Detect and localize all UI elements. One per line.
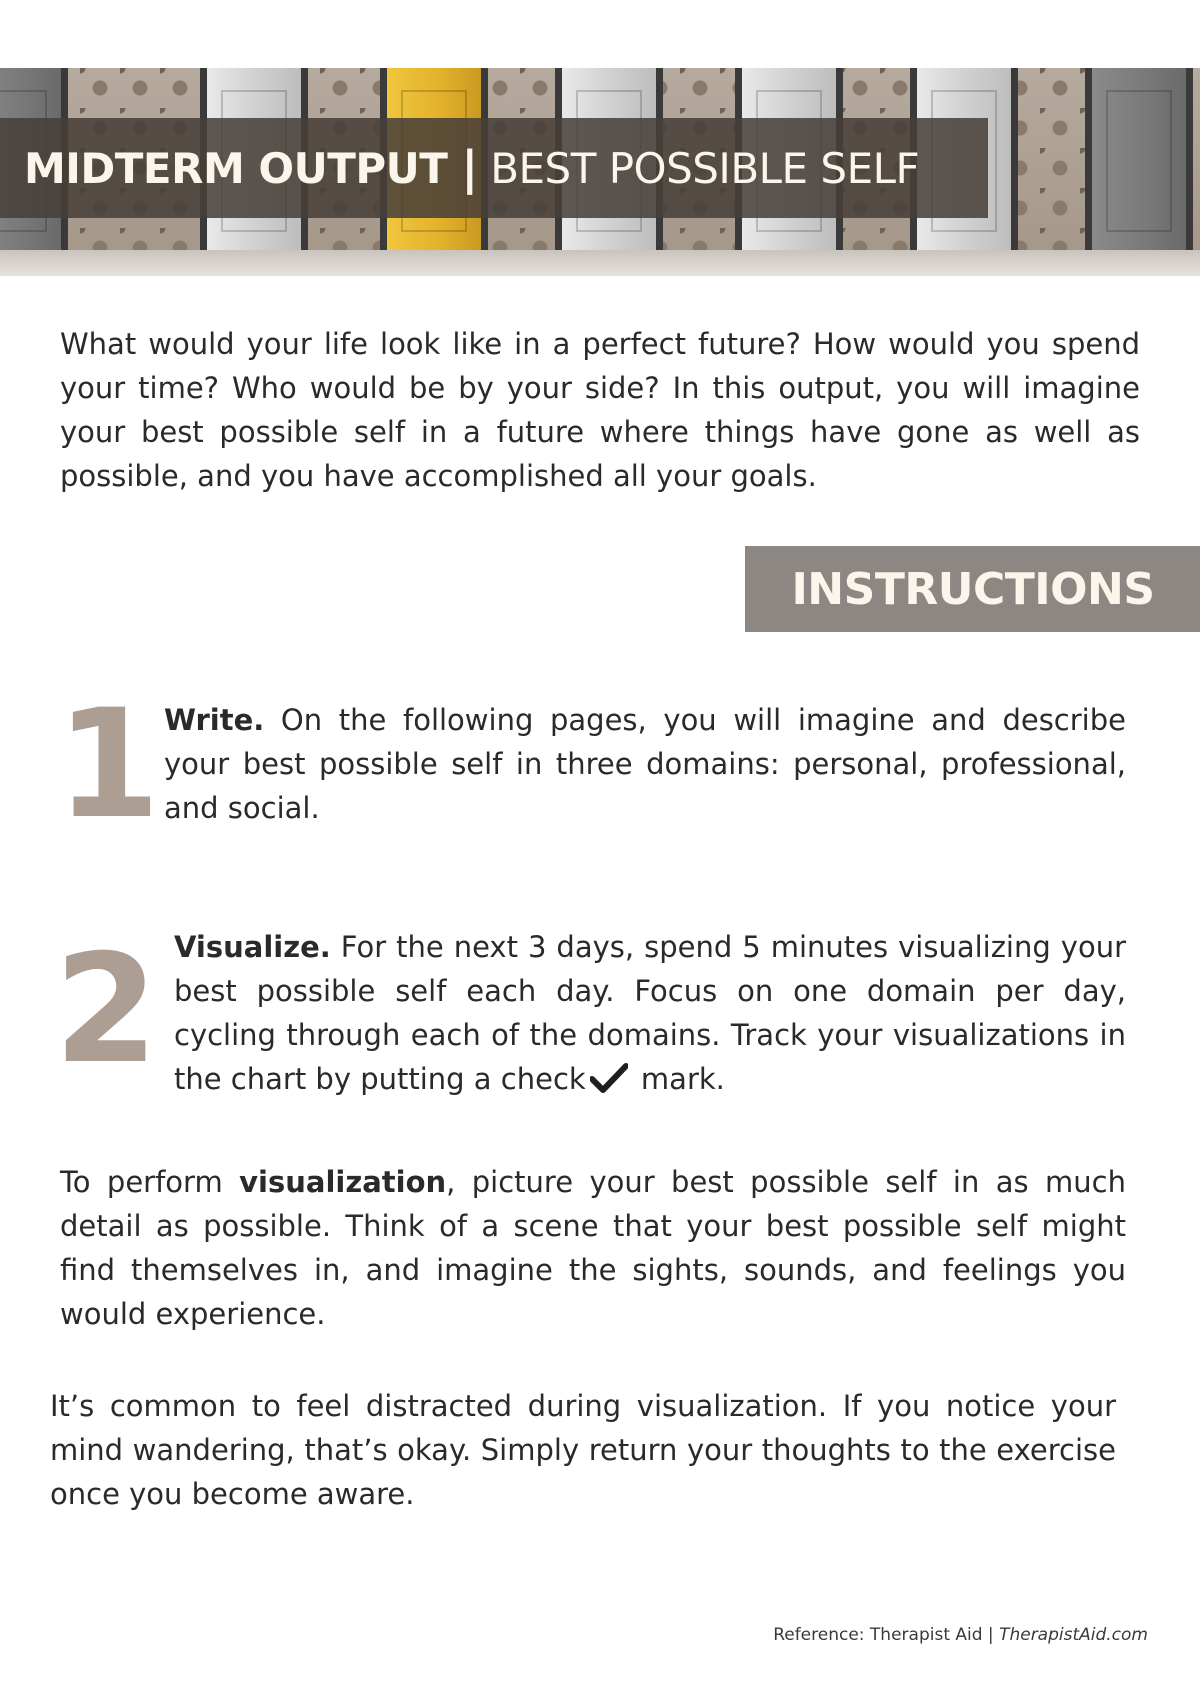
step-1-body: On the following pages, you will imagine and describe your best possible self in three domains: personal, professional, and social. [164, 703, 1126, 825]
step-1-lead: Write. [164, 703, 265, 737]
header-banner [0, 68, 1200, 276]
banner-floor [0, 250, 1200, 276]
step-2-text [174, 925, 1126, 1101]
visualization-suffix: , picture your best possible self in as much detail as possible. Think of a scene that your best possible self might find themselves in, and imagine the sights, sounds, and feelings you would experience. [60, 1165, 1126, 1331]
step-number-1: 1 [56, 678, 161, 852]
page-title [0, 118, 988, 218]
visualization-prefix: To perform [60, 1165, 240, 1199]
distraction-paragraph: It’s common to feel distracted during visualization. If you notice your mind wandering, that’s okay. Simply return your thoughts to the exercise once you become aware. [50, 1389, 1116, 1511]
reference-site: TherapistAid.com [999, 1625, 1148, 1645]
title-separator: | [461, 141, 479, 195]
step-number-2: 2 [54, 923, 159, 1097]
step-1-text [164, 698, 1126, 830]
reference-label: Reference: Therapist Aid | [773, 1625, 1000, 1645]
intro-paragraph: What would your life look like in a perfect future? How would you spend your time? Who would be by your side? In this output, you will imagine your best possible self in a future where things have gone as well as possible, and you have accomplished all your goals. [60, 327, 1140, 493]
instructions-label: INSTRUCTIONS [791, 563, 1155, 615]
visualization-term: visualization [239, 1165, 447, 1199]
visualization-paragraph [60, 1160, 1126, 1336]
check-mark-icon [590, 1063, 628, 1093]
reference-footer [773, 1625, 1148, 1645]
step-2-body-end: mark. [631, 1062, 725, 1096]
step-2-lead: Visualize. [174, 930, 331, 964]
title-light: BEST POSSIBLE SELF [490, 143, 920, 193]
instructions-heading [745, 546, 1200, 632]
title-strong: MIDTERM OUTPUT [24, 143, 448, 193]
door-image [1085, 68, 1193, 250]
step-2-body: For the next 3 days, spend 5 minutes visualizing your best possible self each day. Focus on one domain per day, cycling through each of the domains. Track your visualizations in the chart by putting a check [174, 930, 1126, 1096]
